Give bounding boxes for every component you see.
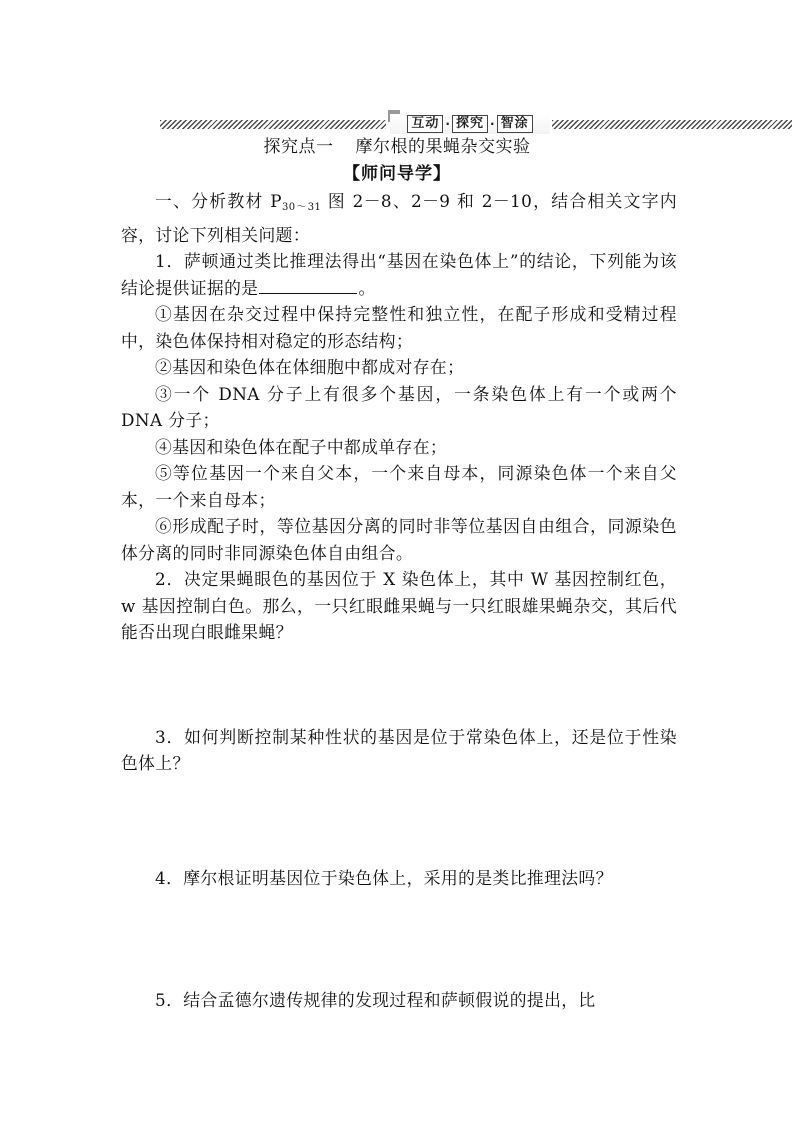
intro-paragraph	[121, 188, 677, 248]
banner-separator-2: ·	[490, 117, 495, 131]
banner-label	[390, 114, 550, 134]
question-1-end: 。	[358, 277, 376, 298]
question-1	[121, 248, 677, 301]
question-1-text: 1．萨顿通过类比推理法得出“基因在染色体上”的结论，下列能为该结论提供证据的是	[121, 251, 677, 298]
banner-separator-1: ·	[445, 117, 450, 131]
option-3: ③一个 DNA 分子上有很多个基因，一条染色体上有一个或两个 DNA 分子；	[121, 383, 677, 430]
question-4: 4．摩尔根证明基因位于染色体上，采用的是类比推理法吗？	[155, 867, 613, 888]
question-3: 3．如何判断控制某种性状的基因是位于常染色体上，还是位于性染色体上？	[121, 726, 677, 773]
answer-space-3	[121, 777, 677, 865]
option-2: ②基因和染色体在体细胞中都成对存在；	[155, 357, 465, 377]
answer-blank	[259, 275, 357, 294]
banner-hatch-left	[160, 120, 386, 129]
intro-text-a: 一、分析教材 P	[155, 191, 282, 211]
question-5: 5．结合孟德尔遗传规律的发现过程和萨顿假说的提出，比	[155, 990, 596, 1010]
intro-page-range: 30～31	[281, 202, 322, 213]
document-body	[121, 188, 677, 1014]
option-6: ⑥形成配子时，等位基因分离的同时非等位基因自由组合，同源染色体分离的同时非同源染色体自由组合。	[121, 516, 677, 563]
section-title-number: 探究点一	[263, 137, 334, 157]
section-title-topic: 摩尔根的果蝇杂交实验	[355, 137, 531, 157]
section-banner	[160, 114, 792, 134]
intro-text-b: 图 2－8、2－9 和 2－10，结合相关文字内容，讨论下列相关问题：	[121, 191, 678, 245]
option-5: ⑤等位基因一个来自父本，一个来自母本，同源染色体一个来自父本，一个来自母本；	[121, 463, 677, 510]
question-2: 2．决定果蝇眼色的基因位于 X 染色体上，其中 W 基因控制红色，w 基因控制白色。那么，一只红眼雌果蝇与一只红眼雄果蝇杂交，其后代能否出现白眼雌果蝇？	[121, 569, 677, 642]
answer-space-2	[121, 646, 677, 724]
option-1: ①基因在杂交过程中保持完整性和独立性，在配子形成和受精过程中，染色体保持相对稳定的形态结构；	[121, 304, 677, 351]
section-subheading: 【师问导学】	[343, 164, 451, 184]
option-4: ④基因和染色体在配子中都成单存在；	[155, 436, 448, 457]
answer-space-4	[121, 891, 677, 987]
banner-segment-1: 互动	[407, 115, 443, 133]
banner-hatch-right	[552, 120, 792, 129]
banner-segment-2: 探究	[452, 115, 488, 133]
section-title	[0, 135, 794, 159]
banner-segment-3: 智涂	[497, 115, 533, 133]
